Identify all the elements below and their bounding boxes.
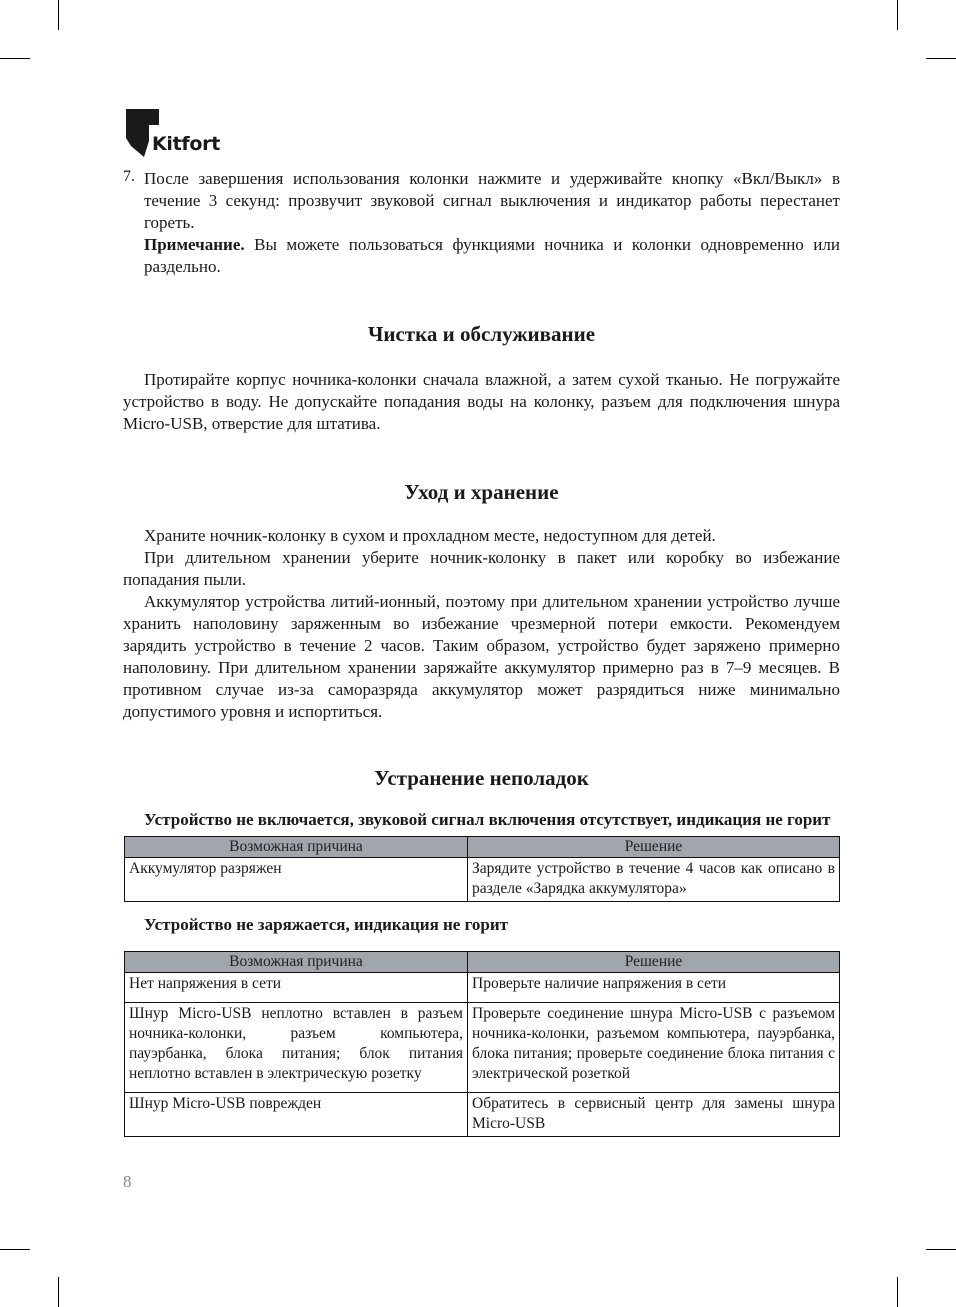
brand-name: Kitfort — [152, 133, 220, 155]
column-header-solution: Решение — [468, 952, 840, 973]
cleaning-paragraph: Протирайте корпус ночника-колонки сначала влажной, а затем сухой тканью. Не погружайте устройство в воду. Не допускайте попадания воды на колонку, разъем для подключения шнура Micro-USB, отверстие для штатива. — [123, 370, 840, 433]
problem-heading: Устройство не заряжается, индикация не горит — [144, 915, 508, 934]
crop-mark — [926, 58, 956, 59]
storage-paragraph: Аккумулятор устройства литий-ионный, поэтому при длительном хранении устройство лучше хранить наполовину заряженным во избежание чрезмерной потери емкости. Рекомендуем зарядить устройство в течение 2 часов. Таким образом, устройство будет заряжено примерно наполовину. При длительном хранении заряжайте аккумулятор примерно раз в 7–9 месяцев. В противном случае из-за саморазряда аккумулятор может разрядиться ниже минимально допустимого уровня и испортиться. — [123, 592, 840, 721]
crop-mark — [0, 58, 30, 59]
crop-mark — [897, 0, 898, 30]
section-title-troubleshooting: Устранение неполадок — [374, 766, 589, 790]
table-header-row — [125, 952, 840, 973]
note-label: Примечание. — [144, 235, 245, 254]
table-row — [125, 1093, 840, 1137]
solution-cell: Зарядите устройство в течение 4 часов как описано в разделе «Зарядка аккумулятора» — [468, 858, 840, 902]
troubleshooting-table — [124, 836, 840, 902]
crop-mark — [897, 1277, 898, 1307]
cause-cell: Аккумулятор разряжен — [125, 858, 468, 902]
page-content — [123, 168, 840, 1137]
cause-cell: Шнур Micro-USB поврежден — [125, 1093, 468, 1137]
step-number: 7. — [123, 168, 135, 185]
note — [144, 234, 840, 278]
table-header-row — [125, 837, 840, 858]
crop-mark — [58, 0, 59, 30]
crop-mark — [926, 1249, 956, 1250]
instruction-step-7 — [123, 168, 840, 278]
crop-mark — [0, 1249, 30, 1250]
section-title-cleaning: Чистка и обслуживание — [367, 322, 596, 346]
page-number: 8 — [123, 1172, 132, 1191]
cause-cell: Нет напряжения в сети — [125, 973, 468, 1003]
solution-cell: Проверьте наличие напряжения в сети — [468, 973, 840, 1003]
solution-cell: Проверьте соединение шнура Micro-USB с разъемом ночника-колонки, разъемом компьютера, пауэрбанка, блока питания; проверьте соединение блока питания с электрической розеткой — [468, 1003, 840, 1093]
table-row — [125, 973, 840, 1003]
solution-cell: Обратитесь в сервисный центр для замены шнура Micro-USB — [468, 1093, 840, 1137]
column-header-solution: Решение — [468, 837, 840, 858]
crop-mark — [58, 1277, 59, 1307]
note-text: Вы можете пользоваться функциями ночника и колонки одновременно или раздельно. — [144, 235, 840, 276]
storage-paragraph: Храните ночник-колонку в сухом и прохладном месте, недоступном для детей. — [144, 526, 716, 545]
column-header-cause: Возможная причина — [125, 837, 468, 858]
column-header-cause: Возможная причина — [125, 952, 468, 973]
cause-cell: Шнур Micro-USB неплотно вставлен в разъем ночника-колонки, разъем компьютера, пауэрбанка, блока питания; блок питания неплотно вставлен в электрическую розетку — [125, 1003, 468, 1093]
table-row — [125, 1003, 840, 1093]
kitfort-logo — [125, 108, 220, 158]
storage-paragraph: При длительном хранении уберите ночник-колонку в пакет или коробку во избежание попадания пыли. — [123, 548, 840, 589]
section-title-storage: Уход и хранение — [404, 480, 559, 504]
problem-heading: Устройство не включается, звуковой сигнал включения отсутствует, индикация не горит — [144, 810, 831, 829]
step-text: После завершения использования колонки нажмите и удерживайте кнопку «Вкл/Выкл» в течение 3 секунд: прозвучит звуковой сигнал выключения и индикатор работы перестанет гореть. — [144, 169, 840, 232]
table-row — [125, 858, 840, 902]
troubleshooting-table — [124, 951, 840, 1137]
